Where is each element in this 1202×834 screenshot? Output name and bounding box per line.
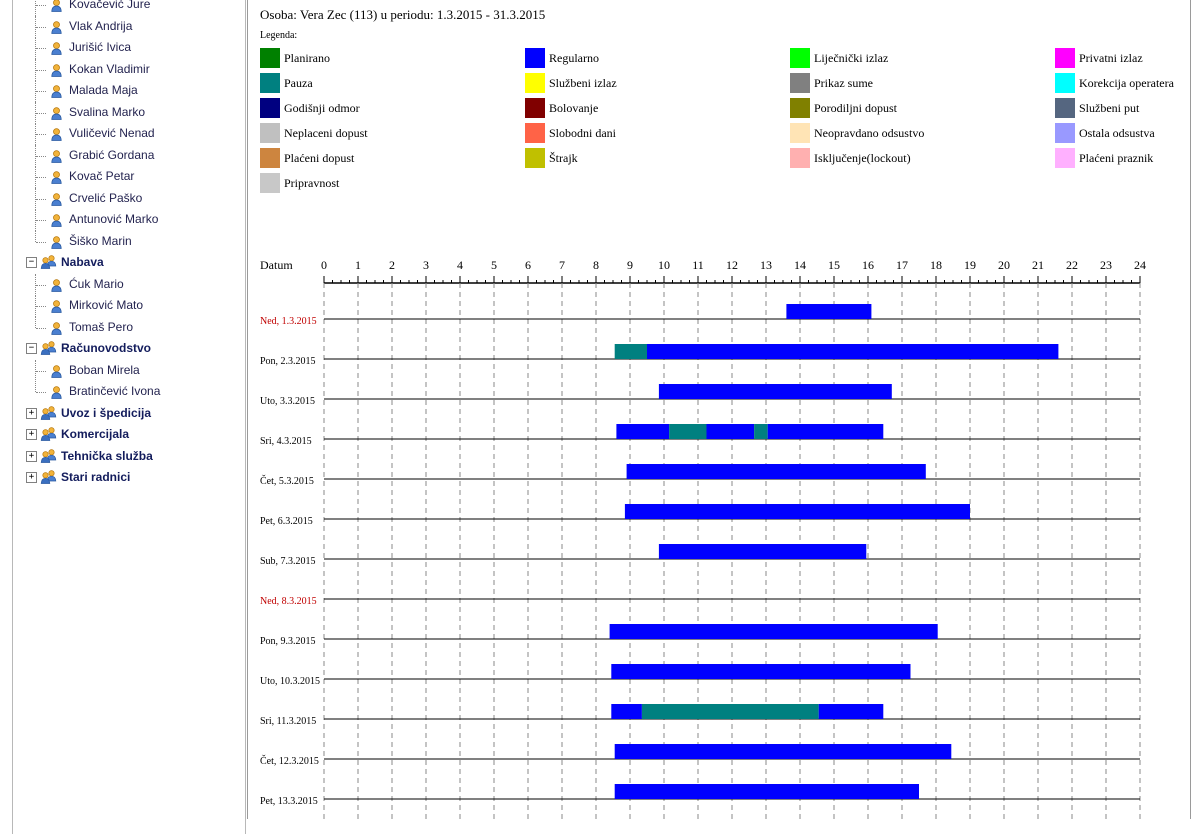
legend-swatch — [260, 73, 280, 93]
x-tick-label: 16 — [862, 258, 874, 272]
x-tick-label: 19 — [964, 258, 976, 272]
legend-swatch — [1055, 148, 1075, 168]
x-tick-label: 13 — [760, 258, 772, 272]
collapse-toggle-icon[interactable]: − — [26, 257, 37, 268]
day-label: Ned, 8.3.2015 — [260, 596, 317, 607]
x-tick-label: 3 — [423, 258, 429, 272]
legend-label: Bolovanje — [549, 101, 599, 115]
legend-swatch — [525, 48, 545, 68]
person-icon — [51, 235, 62, 248]
tree-connector — [36, 134, 46, 135]
day-label: Pon, 2.3.2015 — [260, 356, 316, 367]
tree-item-label: Tomaš Pero — [69, 319, 134, 334]
tree-connector — [36, 91, 46, 92]
day-label: Čet, 5.3.2015 — [260, 476, 314, 487]
tree-item-label: Grabić Gordana — [69, 147, 155, 162]
tree-connector — [36, 285, 46, 286]
regular-work-bar — [611, 704, 642, 719]
legend-label: Slobodni dani — [549, 126, 617, 140]
x-tick-label: 6 — [525, 258, 531, 272]
tree-connector — [36, 371, 46, 372]
regular-work-bar — [819, 704, 884, 719]
legend-label: Liječnički izlaz — [814, 51, 889, 65]
legend-swatch — [260, 48, 280, 68]
day-label: Ned, 1.3.2015 — [260, 316, 317, 327]
tree-connector — [35, 231, 36, 242]
group-icon — [40, 341, 58, 355]
legend-label: Službeni izlaz — [549, 76, 617, 90]
tree-item-label: Vlak Andrija — [69, 18, 133, 33]
axis-label: Datum — [260, 258, 293, 272]
x-tick-label: 0 — [321, 258, 327, 272]
legend-label: Neopravdano odsustvo — [814, 126, 925, 140]
tree-group-label: Računovodstvo — [61, 341, 152, 355]
legend-label: Neplaceni dopust — [284, 126, 368, 140]
person-icon — [51, 385, 62, 398]
tree-connector — [36, 199, 46, 200]
person-icon — [51, 192, 62, 205]
regular-work-bar — [611, 664, 910, 679]
regular-work-bar — [647, 344, 1058, 359]
tree-group-label: Tehnička služba — [61, 448, 153, 463]
tree-connector — [36, 48, 46, 49]
tree-connector — [36, 27, 46, 28]
tree-item-label: Kokan Vladimir — [69, 61, 150, 76]
person-icon — [51, 127, 62, 140]
group-icon — [40, 427, 58, 441]
person-icon — [51, 0, 62, 11]
legend-swatch — [790, 148, 810, 168]
day-label: Čet, 12.3.2015 — [260, 756, 319, 767]
day-label: Sri, 11.3.2015 — [260, 716, 317, 727]
expand-toggle-icon[interactable]: + — [26, 472, 37, 483]
pause-bar — [754, 424, 768, 439]
group-icon — [40, 255, 58, 269]
expand-toggle-icon[interactable]: + — [26, 429, 37, 440]
legend-label: Ostala odsustva — [1079, 126, 1155, 140]
legend-swatch — [790, 48, 810, 68]
day-label: Uto, 10.3.2015 — [260, 676, 320, 687]
legend-swatch — [790, 123, 810, 143]
legend-label: Privatni izlaz — [1079, 51, 1143, 65]
day-label: Uto, 3.3.2015 — [260, 396, 315, 407]
day-label: Pon, 9.3.2015 — [260, 636, 316, 647]
x-tick-label: 17 — [896, 258, 908, 272]
collapse-toggle-icon[interactable]: − — [26, 343, 37, 354]
legend-label: Službeni put — [1079, 101, 1140, 115]
person-icon — [51, 170, 62, 183]
tree-connector — [36, 113, 46, 114]
tree-item-label: Malada Maja — [69, 83, 138, 97]
x-tick-label: 24 — [1134, 258, 1146, 272]
legend-label: Štrajk — [549, 151, 578, 165]
day-label: Sri, 4.3.2015 — [260, 436, 312, 447]
attendance-report — [248, 0, 1190, 819]
legend-title: Legenda: — [260, 30, 298, 41]
employee-tree-panel — [12, 0, 246, 834]
tree-connector — [36, 70, 46, 71]
legend-swatch — [260, 148, 280, 168]
person-icon — [51, 84, 62, 97]
x-tick-label: 5 — [491, 258, 497, 272]
legend-label: Porodiljni dopust — [814, 101, 898, 115]
tree-item-label: Boban Mirela — [69, 362, 140, 377]
legend-label: Pauza — [284, 76, 313, 90]
person-icon — [51, 364, 62, 377]
tree-item-label: Ćuk Mario — [69, 276, 124, 291]
legend-swatch — [260, 123, 280, 143]
x-tick-label: 14 — [794, 258, 806, 272]
tree-group-label: Uvoz i špedicija — [61, 405, 152, 420]
x-tick-label: 4 — [457, 258, 463, 272]
tree-connector — [35, 317, 36, 328]
right-border — [1190, 0, 1191, 819]
tree-group-label: Nabava — [61, 255, 104, 269]
regular-work-bar — [615, 744, 952, 759]
person-icon — [51, 106, 62, 119]
person-icon — [51, 41, 62, 54]
regular-work-bar — [615, 784, 919, 799]
tree-group-label: Stari radnici — [61, 470, 131, 484]
tree-group-label: Komercijala — [61, 427, 130, 441]
regular-work-bar — [627, 464, 926, 479]
attendance-gantt-chart — [248, 250, 1190, 820]
x-tick-label: 11 — [692, 258, 704, 272]
tree-connector — [36, 177, 46, 178]
pause-bar — [615, 344, 647, 359]
tree-item-label: Kovač Petar — [69, 169, 135, 183]
legend-swatch — [525, 98, 545, 118]
day-label: Sub, 7.3.2015 — [260, 556, 316, 567]
legend-label: Planirano — [284, 51, 330, 65]
legend-swatch — [260, 173, 280, 193]
legend-label: Korekcija operatera — [1079, 76, 1174, 90]
legend-swatch — [790, 73, 810, 93]
x-tick-label: 23 — [1100, 258, 1112, 272]
x-tick-label: 2 — [389, 258, 395, 272]
legend-label: Pripravnost — [284, 176, 340, 190]
pause-bar — [669, 424, 706, 439]
person-icon — [51, 149, 62, 162]
x-tick-label: 10 — [658, 258, 670, 272]
x-tick-label: 1 — [355, 258, 361, 272]
expand-toggle-icon[interactable]: + — [26, 451, 37, 462]
tree-connector — [36, 392, 46, 393]
regular-work-bar — [768, 424, 884, 439]
person-icon — [51, 213, 62, 226]
x-tick-label: 22 — [1066, 258, 1078, 272]
tree-connector — [36, 156, 46, 157]
legend-label: Godišnji odmor — [284, 101, 360, 115]
tree-connector — [36, 220, 46, 221]
regular-work-bar — [616, 424, 669, 439]
x-tick-label: 9 — [627, 258, 633, 272]
tree-connector — [36, 5, 46, 6]
x-tick-label: 18 — [930, 258, 942, 272]
tree-connector — [35, 381, 36, 392]
person-icon — [51, 278, 62, 291]
person-period-line: Osoba: Vera Zec (113) u periodu: 1.3.2015 - 31.3.2015 — [260, 7, 546, 22]
tree-item-label: Bratinčević Ivona — [69, 384, 161, 398]
legend-label: Regularno — [549, 51, 599, 65]
tree-connector — [36, 242, 46, 243]
person-icon — [51, 321, 62, 334]
expand-toggle-icon[interactable]: + — [26, 408, 37, 419]
tree-item-label: Svalina Marko — [69, 104, 146, 119]
regular-work-bar — [786, 304, 871, 319]
tree-item-label: Jurišić Ivica — [69, 40, 132, 54]
tree-connector — [35, 0, 36, 16]
legend-swatch — [1055, 73, 1075, 93]
x-tick-label: 21 — [1032, 258, 1044, 272]
x-tick-label: 8 — [593, 258, 599, 272]
person-icon — [51, 20, 62, 33]
x-tick-label: 12 — [726, 258, 738, 272]
regular-work-bar — [659, 544, 866, 559]
group-icon — [40, 406, 58, 420]
regular-work-bar — [707, 424, 755, 439]
regular-work-bar — [659, 384, 892, 399]
group-icon — [40, 470, 58, 484]
legend-swatch — [1055, 123, 1075, 143]
tree-item-label: Mirković Mato — [69, 298, 144, 312]
x-tick-label: 15 — [828, 258, 840, 272]
pause-bar — [642, 704, 819, 719]
legend-swatch — [525, 148, 545, 168]
x-tick-label: 7 — [559, 258, 565, 272]
x-tick-label: 20 — [998, 258, 1010, 272]
tree-item-label: Kovačević Jure — [69, 0, 151, 11]
tree-connector — [36, 328, 46, 329]
tree-item-label: Crvelić Paško — [69, 190, 143, 205]
tree-connector — [36, 306, 46, 307]
person-icon — [51, 63, 62, 76]
legend-swatch — [1055, 48, 1075, 68]
group-icon — [40, 449, 58, 463]
person-icon — [51, 299, 62, 312]
tree-item-label: Vuličević Nenad — [69, 126, 155, 140]
legend-label: Plaćeni praznik — [1079, 151, 1154, 165]
tree-item-label: Šiško Marin — [69, 233, 132, 248]
regular-work-bar — [625, 504, 970, 519]
legend-swatch — [525, 73, 545, 93]
legend-label: Prikaz sume — [814, 76, 873, 90]
legend-label: Plaćeni dopust — [284, 151, 355, 165]
day-label: Pet, 13.3.2015 — [260, 796, 318, 807]
legend-swatch — [525, 123, 545, 143]
legend-label: Isključenje(lockout) — [814, 151, 911, 165]
legend-swatch — [1055, 98, 1075, 118]
regular-work-bar — [610, 624, 938, 639]
legend-swatch — [790, 98, 810, 118]
legend-swatch — [260, 98, 280, 118]
day-label: Pet, 6.3.2015 — [260, 516, 313, 527]
tree-item-label: Antunović Marko — [69, 212, 159, 226]
